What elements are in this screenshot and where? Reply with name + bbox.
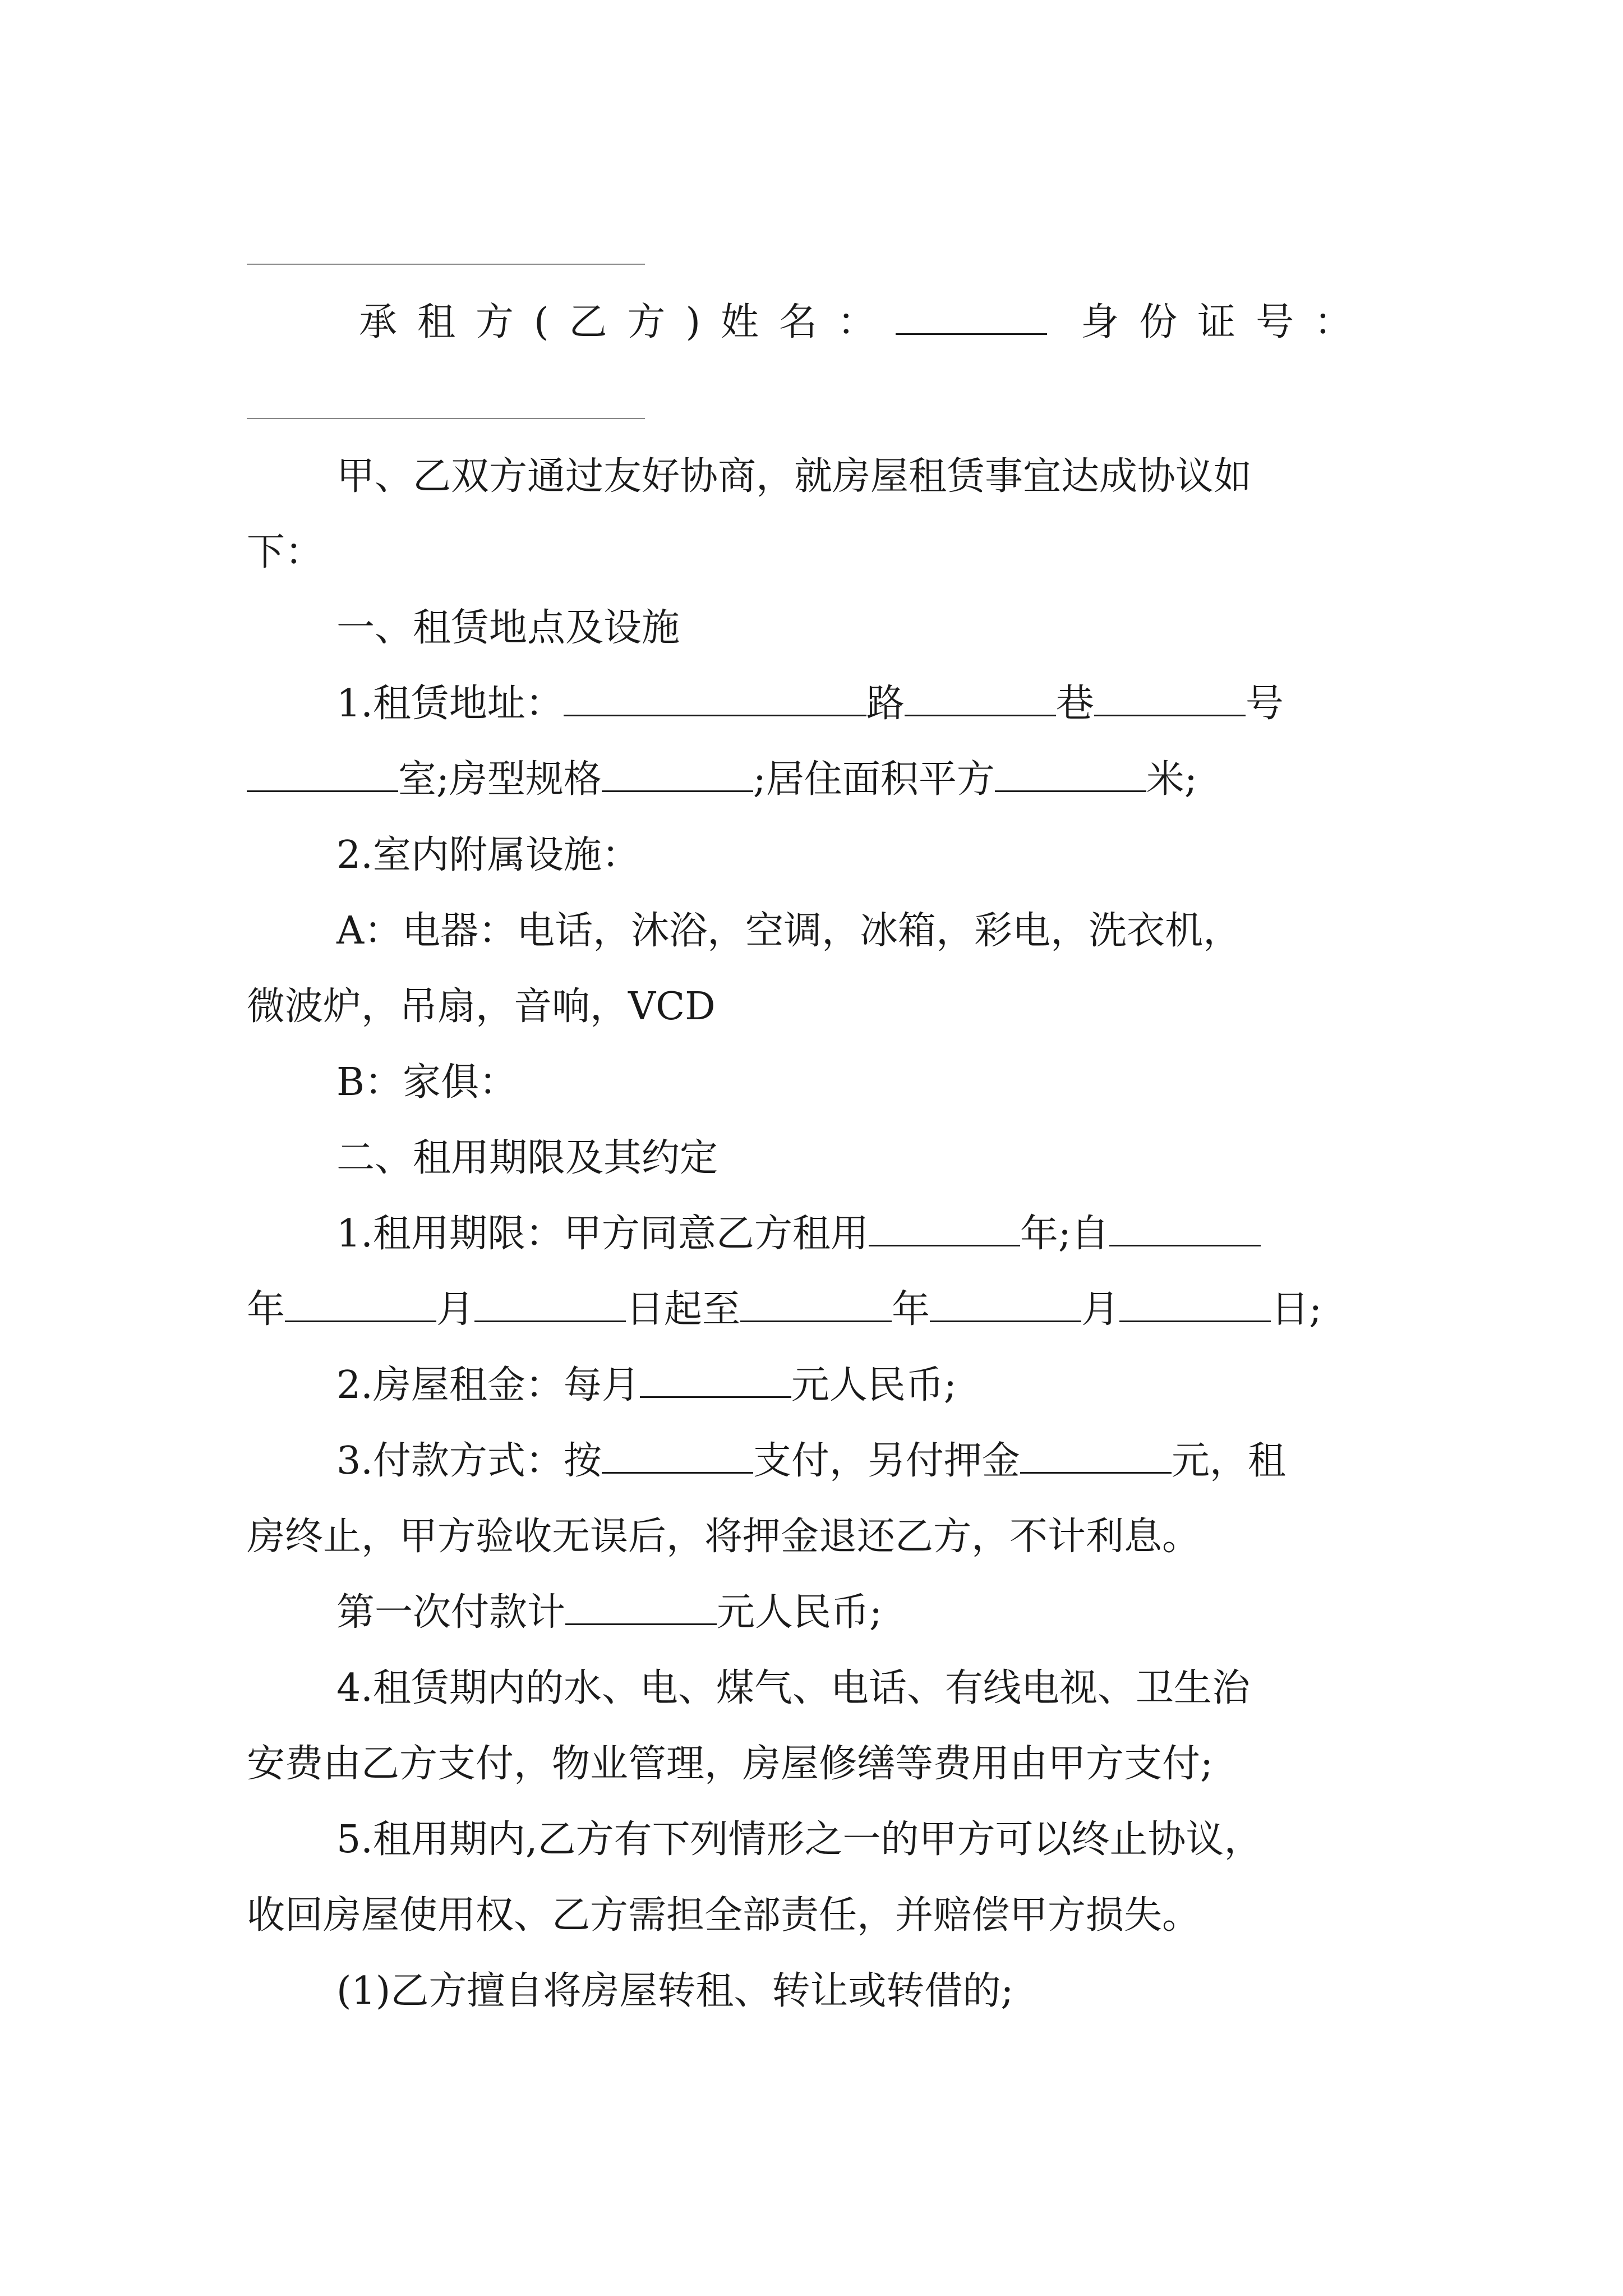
lessee-id-label: 身份证号： (1081, 300, 1373, 344)
appliances-line-1 (336, 906, 1241, 956)
rent-blank (640, 1361, 791, 1398)
rent-line (336, 1360, 957, 1411)
number-label: 号 (1245, 682, 1284, 726)
start-month-blank (285, 1286, 436, 1322)
intro-text-2: 下： (247, 530, 324, 574)
start-day-blank (474, 1286, 626, 1322)
term-year-label: 年;自 (1020, 1212, 1109, 1256)
terminate-line-2 (247, 1890, 1200, 1941)
fees-text-1: 4.租赁期内的水、电、煤气、电话、有线电视、卫生治 (336, 1666, 1250, 1710)
section2-title-text: 二、租用期限及其约定 (336, 1136, 718, 1180)
terminate-text-1: 5.租用期内,乙方有下列情形之一的甲方可以终止协议， (336, 1818, 1262, 1862)
fees-line-1 (336, 1663, 1250, 1714)
address-blank (564, 680, 866, 716)
case1-text: (1)乙方擅自将房屋转租、转让或转借的; (336, 1969, 1014, 2013)
case1-line (336, 1966, 1013, 2017)
lessee-line (359, 297, 1372, 348)
first-pay-line (336, 1588, 882, 1638)
month2-label: 月 (1081, 1287, 1120, 1332)
term-line-1 (336, 1209, 1261, 1259)
end-year-blank (740, 1286, 892, 1322)
fees-text-2: 安费由乙方支付，物业管理，房屋修缮等费用由甲方支付; (247, 1742, 1213, 1786)
road-label: 路 (866, 682, 905, 726)
section2-title (336, 1133, 718, 1184)
pay-line-1 (336, 1436, 1286, 1487)
pay-method-blank (602, 1437, 753, 1474)
first-pay-unit: 元人民币; (717, 1590, 882, 1635)
pay-label: 3.付款方式：按 (336, 1439, 602, 1483)
intro-line-2 (247, 527, 323, 578)
first-pay-blank (565, 1589, 717, 1625)
section1-title (336, 603, 680, 654)
section1-title-text: 一、租赁地点及设施 (336, 606, 680, 650)
term-label: 1.租用期限：甲方同意乙方租用 (336, 1212, 869, 1256)
address-line-1 (336, 679, 1284, 729)
lane-blank (1094, 680, 1246, 716)
rent-unit: 元人民币; (791, 1363, 957, 1407)
area-label: ;居住面积平方 (753, 757, 995, 802)
terminate-line-1 (336, 1815, 1262, 1865)
rent-label: 2.房屋租金：每月 (336, 1363, 640, 1407)
facilities-title (336, 830, 640, 881)
blank-line-id-continued (247, 264, 645, 265)
year-label: 年 (247, 1287, 285, 1332)
fees-line-2 (247, 1739, 1213, 1789)
end-month-blank (930, 1286, 1081, 1322)
start-year-blank (1109, 1210, 1261, 1246)
lane-label: 巷 (1055, 682, 1094, 726)
furniture-line (336, 1057, 517, 1108)
area-unit: 米; (1146, 757, 1197, 802)
terminate-text-2: 收回房屋使用权、乙方需担全部责任，并赔偿甲方损失。 (247, 1893, 1201, 1938)
pay-line-2-text: 房终止，甲方验收无误后，将押金退还乙方，不计利息。 (247, 1515, 1201, 1559)
appliances-line-2 (247, 982, 716, 1032)
pay-line-2 (247, 1512, 1200, 1562)
facilities-title-text: 2.室内附属设施： (336, 833, 640, 877)
address-line-2 (247, 754, 1197, 805)
pay-mid: 支付，另付押金 (753, 1439, 1020, 1483)
lessee-party-label: 承租方(乙方)姓名： (359, 300, 896, 344)
furniture-text: B：家俱： (336, 1060, 517, 1105)
first-pay-label: 第一次付款计 (336, 1590, 566, 1635)
intro-line-1 (336, 452, 1252, 502)
lessee-id-blank (247, 418, 645, 419)
month-label: 月 (436, 1287, 475, 1332)
appliances-text-1: A：电器：电话，沐浴，空调，冰箱，彩电，洗衣机， (336, 909, 1242, 953)
pay-end: 元，租 (1171, 1439, 1286, 1483)
term-line-2 (247, 1285, 1322, 1335)
room-blank (247, 756, 398, 792)
lessee-name-blank (896, 298, 1047, 335)
area-blank (995, 756, 1146, 792)
appliances-text-2: 微波炉，吊扇，音响，VCD (247, 984, 716, 1029)
year2-label: 年 (892, 1287, 930, 1332)
room-type-blank (602, 756, 753, 792)
day-from-label: 日起至 (626, 1287, 741, 1332)
room-label: 室;房型规格 (398, 757, 602, 802)
intro-text-1: 甲、乙双方通过友好协商，就房屋租赁事宜达成协议如 (336, 454, 1252, 499)
end-day-blank (1119, 1286, 1271, 1322)
road-blank (905, 680, 1056, 716)
address-label: 1.租赁地址： (336, 682, 564, 726)
day-end-label: 日; (1271, 1287, 1322, 1332)
term-years-blank (869, 1210, 1020, 1246)
deposit-blank (1020, 1437, 1172, 1474)
